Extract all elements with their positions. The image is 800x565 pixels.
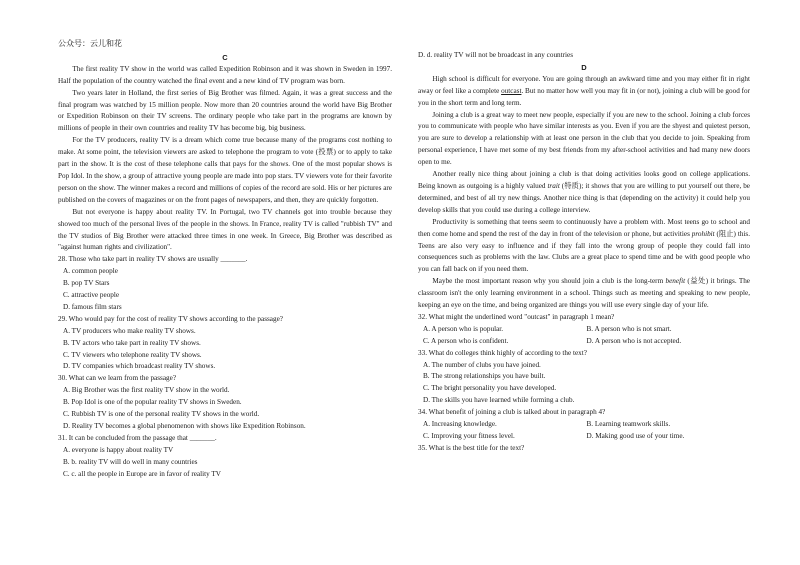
page-header: 公众号：云儿和花 xyxy=(58,39,122,48)
option: C. The bright personality you have developed. xyxy=(423,384,557,393)
question-35: 35. What is the best title for the text? xyxy=(418,443,525,452)
option: D. The skills you have learned while forming a club. xyxy=(423,396,575,405)
option: B. pop TV Stars xyxy=(63,279,110,288)
option: B. b. reality TV will do well in many countries xyxy=(63,457,198,466)
option: D. famous film stars xyxy=(63,302,122,311)
question-29: 29. Who would pay for the cost of reality TV shows according to the passage? xyxy=(58,314,283,323)
right-column xyxy=(418,50,750,455)
left-column xyxy=(58,38,392,481)
passage-d-paragraph xyxy=(418,276,750,312)
option: B. A person who is not smart. xyxy=(586,324,672,333)
text: (益处) it brings. The classroom isn't the only learning environment in a school. Things such as meeting and speaking to new people, keeping an eye on the time, and being organized are things you will use every single day of your life. xyxy=(418,277,751,310)
question-33: 33. What do colleges think highly of according to the text? xyxy=(418,348,587,357)
option: D. d. reality TV will not be broadcast in any countries xyxy=(418,51,574,59)
text: (阻止) this. Teens are also very easy to influence and if they fall into the wrong group of people they could fall into consequences such as problems with the law. Clubs are a great place to spend time and be with good people who you can fall back on if you need them. xyxy=(418,229,751,274)
question-30: 30. What can we learn from the passage? xyxy=(58,374,177,383)
question-32: 32. What might the underlined word "outcast" in paragraph 1 mean? xyxy=(418,312,615,321)
text: Maybe the most important reason why you should join a club is the long-term xyxy=(432,277,666,286)
question-31: 31. It can be concluded from the passage that _______. xyxy=(58,433,217,442)
option: A. Increasing knowledge. xyxy=(423,420,497,429)
option: D. Reality TV becomes a global phenomenon with shows like Expedition Robinson. xyxy=(63,422,306,430)
text: Another really nice thing about joining a club is that doing activities looks good on college applications. Being known as outgoing is a highly valued xyxy=(418,170,750,190)
option: A. common people xyxy=(63,267,118,276)
option-row xyxy=(418,324,750,336)
option: A. The number of clubs you have joined. xyxy=(423,360,541,369)
option: C. attractive people xyxy=(63,291,120,300)
passage-c-paragraph: For the TV producers, reality TV is a dream which come true because many of the programs cost nothing to make. At some point, the television viewers are asked to telephone the program to vote (投票) or to apply to take part in the show. It is the cost of these telephone calls that pays for the shows. One of the most popular shows is Pop Idol. In the show, a group of attractive young people are made into pop stars. TV viewers vote for their favorite person on the show. The winner makes a record and millions of copies of the record are sold. His or her pictures are published on the covers of magazines or on the front pages of newspapers, and then, they are quickly forgotten. xyxy=(58,136,392,204)
option: B. Pop Idol is one of the popular reality TV shows in Sweden. xyxy=(63,398,242,407)
italic-word: benefit xyxy=(665,277,686,286)
passage-c-label: C xyxy=(222,52,228,62)
option: D. Making good use of your time. xyxy=(586,432,685,440)
option: A. everyone is happy about reality TV xyxy=(63,445,174,454)
option: B. Learning teamwork skills. xyxy=(586,420,671,429)
option: C. c. all the people in Europe are in favor of reality TV xyxy=(63,469,221,478)
question-34: 34. What benefit of joining a club is talked about in paragraph 4? xyxy=(418,408,606,417)
option-row xyxy=(418,431,750,443)
option: C. TV viewers who telephone reality TV shows. xyxy=(63,350,202,359)
option: A. A person who is popular. xyxy=(423,324,504,333)
option: D. TV companies which broadcast reality TV shows. xyxy=(63,362,216,371)
passage-d-paragraph xyxy=(418,74,750,110)
passage-d-paragraph: Joining a club is a great way to meet new people, especially if you are new to the school. Joining a club forces you to communicate with people who have similar interests as you. Even if you are the shyest and quietest person, you are sure to develop a relationship with at least one person in the club that you decide to join. Speaking from personal experience, I have met some of my best friends from my after-school activities and had many new doors open to me. xyxy=(418,110,750,167)
text: High school is difficult for everyone. You are going through an awkward time and you may either fit in right away or feel like a complete xyxy=(418,74,750,95)
question-28: 28. Those who take part in reality TV shows are usually _______. xyxy=(58,255,248,264)
passage-d-paragraph xyxy=(418,169,750,217)
italic-word: prohibit xyxy=(691,229,715,238)
passage-d-paragraph xyxy=(418,217,750,277)
text: (特质); it shows that you are willing to put yourself out there, be determined, and best of all try new things. Another nice thing is that (depending on the activity) it could help you develop skills that you could use during a college interview. xyxy=(418,181,750,214)
option: A. Big Brother was the first reality TV show in the world. xyxy=(63,386,230,395)
passage-c-paragraph: Two years later in Holland, the first series of Big Brother was filmed. Again, it was a great success and the final program was watched by 15 million people. Now more than 20 countries around the world have Big Brother or Expedition Robinson on their TV screens. The ordinary people who take part in the programs are known by millions of people in their own countries and reality TV has become big, big business. xyxy=(58,88,392,133)
passage-c-paragraph: But not everyone is happy about reality TV. In Portugal, two TV channels got into trouble because they showed too much of the personal lives of the people in the shows. In France, reality TV is called "rubbish TV" and the TV studios of Big Brother were attacked three times in one week. In Greece, Big Brother was described as "against human rights and civilization". xyxy=(58,207,392,252)
option: D. A person who is not accepted. xyxy=(586,336,682,345)
option-row xyxy=(418,419,750,431)
text: Productivity is something that teens seem to continuously have a problem with. Most teens go to school and then come home and spend the rest of the day in front of the television or phone, but activities xyxy=(418,217,750,238)
option: A. TV producers who make reality TV shows. xyxy=(63,326,196,335)
option-row xyxy=(418,336,750,348)
italic-word: trait xyxy=(547,181,560,190)
option: C. Rubbish TV is one of the personal reality TV shows in the world. xyxy=(63,410,260,419)
passage-c-paragraph: The first reality TV show in the world was called Expedition Robinson and it was shown in Sweden in 1997. Half the population of the country watched the final event and a new kind of TV program was born. xyxy=(58,64,392,85)
option: C. A person who is confident. xyxy=(423,336,509,345)
passage-d-label: D xyxy=(581,62,587,72)
text: . But no matter how well you may fit in (or not), joining a club will be good for you in the short term and long term. xyxy=(418,86,750,107)
underlined-word: outcast xyxy=(501,86,522,95)
option: B. TV actors who take part in reality TV shows. xyxy=(63,338,201,347)
option: C. Improving your fitness level. xyxy=(423,432,515,440)
option: B. The strong relationships you have built. xyxy=(423,372,546,381)
